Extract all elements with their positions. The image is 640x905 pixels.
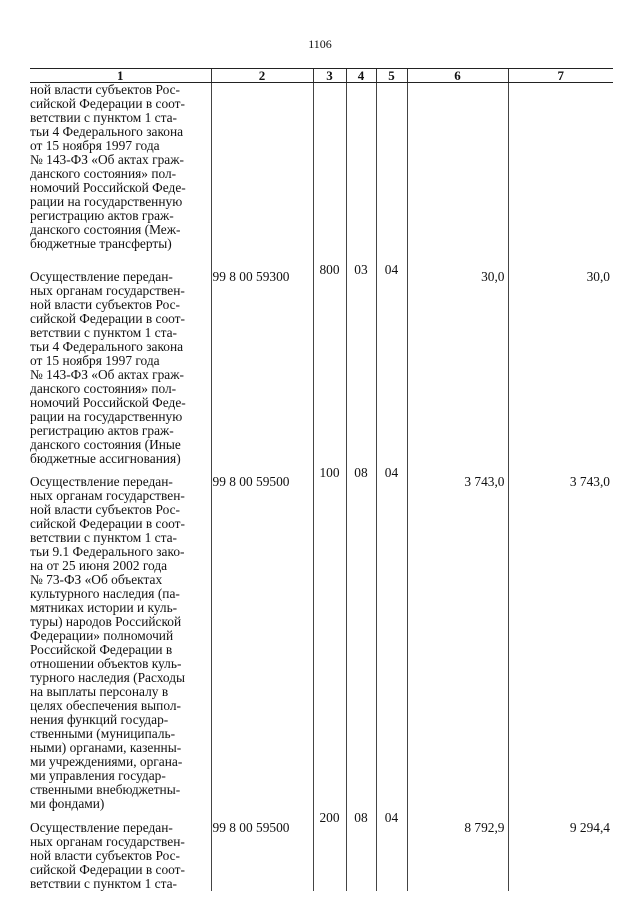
description-line: мятниках истории и куль-	[30, 600, 178, 615]
section-code: 03	[346, 263, 376, 466]
subsection-code: 04	[376, 263, 407, 466]
amount-col-6: 3 743,0	[407, 466, 508, 811]
description-line: сийской Федерации в соот-	[30, 96, 185, 111]
description-line: ных органам государствен-	[30, 488, 185, 503]
table-row	[30, 811, 613, 891]
expense-type	[313, 83, 346, 264]
description-line: ной власти субъектов Рос-	[30, 502, 181, 517]
column-header: 1	[30, 69, 211, 83]
description-line: ми фондами)	[30, 796, 105, 811]
description-line: тьи 4 Федерального закона	[30, 124, 184, 139]
description-line: ными) органами, казенны-	[30, 740, 182, 755]
description-line: сийской Федерации в соот-	[30, 516, 185, 531]
amount-col-6: 30,0	[407, 263, 508, 466]
description-line: номочий Российской Феде-	[30, 180, 186, 195]
description-line: на выплаты персоналу в	[30, 684, 169, 699]
description-line: сийской Федерации в соот-	[30, 311, 185, 326]
amount-col-7: 9 294,4	[508, 811, 613, 891]
column-header: 6	[407, 69, 508, 83]
column-header: 2	[211, 69, 313, 83]
description-line: № 73-ФЗ «Об объектах	[30, 572, 163, 587]
row-description	[30, 83, 211, 264]
amount-col-7: 3 743,0	[508, 466, 613, 811]
target-article-code	[211, 83, 313, 264]
row-description	[30, 466, 211, 811]
description-line: ной власти субъектов Рос-	[30, 848, 181, 863]
description-line: ветствии с пунктом 1 ста-	[30, 530, 177, 545]
description-line: Осуществление передан-	[30, 269, 173, 284]
description-line: ной власти субъектов Рос-	[30, 297, 181, 312]
description-line: регистрацию актов граж-	[30, 423, 174, 438]
subsection-code: 04	[376, 466, 407, 811]
description-line: № 143-ФЗ «Об актах граж-	[30, 152, 184, 167]
page-number: 1106	[308, 37, 332, 51]
section-code: 08	[346, 811, 376, 891]
description-line: ной власти субъектов Рос-	[30, 82, 181, 97]
description-line: регистрацию актов граж-	[30, 208, 174, 223]
description-line: данского состояния (Меж-	[30, 222, 181, 237]
description-line: Осуществление передан-	[30, 474, 173, 489]
row-description	[30, 263, 211, 466]
description-line: № 143-ФЗ «Об актах граж-	[30, 367, 184, 382]
table-row	[30, 83, 613, 264]
description-line: ных органам государствен-	[30, 283, 185, 298]
description-line: ветствии с пунктом 1 ста-	[30, 876, 177, 891]
description-line: культурного наследия (па-	[30, 586, 180, 601]
target-article-code: 99 8 00 59500	[211, 811, 313, 891]
table-header-row	[30, 69, 613, 83]
description-line: бюджетные трансферты)	[30, 236, 172, 251]
description-line: данского состояния» пол-	[30, 381, 177, 396]
description-line: Российской Федерации в	[30, 642, 173, 657]
column-header: 7	[508, 69, 613, 83]
description-line: ных органам государствен-	[30, 834, 185, 849]
description-line: данского состояния» пол-	[30, 166, 177, 181]
expense-type: 100	[313, 466, 346, 811]
description-line: турного наследия (Расходы	[30, 670, 186, 685]
description-line: тьи 4 Федерального закона	[30, 339, 184, 354]
description-line: туры) народов Российской	[30, 614, 182, 629]
row-description	[30, 811, 211, 891]
description-line: отношении объектов куль-	[30, 656, 182, 671]
amount-col-7	[508, 83, 613, 264]
description-line: ветствии с пунктом 1 ста-	[30, 325, 177, 340]
description-line: от 15 ноября 1997 года	[30, 138, 160, 153]
description-line: ственными внебюджетны-	[30, 782, 181, 797]
target-article-code: 99 8 00 59500	[211, 466, 313, 811]
amount-col-6	[407, 83, 508, 264]
description-line: от 15 ноября 1997 года	[30, 353, 160, 368]
table-row	[30, 263, 613, 466]
budget-table	[30, 68, 613, 891]
description-line: целях обеспечения выпол-	[30, 698, 181, 713]
description-line: ми учреждениями, органа-	[30, 754, 183, 769]
description-line: ственными (муниципаль-	[30, 726, 176, 741]
column-header: 4	[346, 69, 376, 83]
description-line: тьи 9.1 Федерального зако-	[30, 544, 185, 559]
description-line: ветствии с пунктом 1 ста-	[30, 110, 177, 125]
description-line: данского состояния (Иные	[30, 437, 181, 452]
expense-type: 800	[313, 263, 346, 466]
column-header: 5	[376, 69, 407, 83]
description-line: Федерации» полномочий	[30, 628, 174, 643]
subsection-code	[376, 83, 407, 264]
description-line: на от 25 июня 2002 года	[30, 558, 168, 573]
amount-col-6: 8 792,9	[407, 811, 508, 891]
amount-col-7: 30,0	[508, 263, 613, 466]
description-line: номочий Российской Феде-	[30, 395, 186, 410]
description-line: бюджетные ассигнования)	[30, 451, 181, 466]
table-row	[30, 466, 613, 811]
section-code: 08	[346, 466, 376, 811]
description-line: сийской Федерации в соот-	[30, 862, 185, 877]
description-line: рации на государственную	[30, 409, 183, 424]
section-code	[346, 83, 376, 264]
description-line: рации на государственную	[30, 194, 183, 209]
expense-type: 200	[313, 811, 346, 891]
description-line: Осуществление передан-	[30, 820, 173, 835]
column-header: 3	[313, 69, 346, 83]
description-line: нения функций государ-	[30, 712, 169, 727]
target-article-code: 99 8 00 59300	[211, 263, 313, 466]
description-line: ми управления государ-	[30, 768, 166, 783]
subsection-code: 04	[376, 811, 407, 891]
